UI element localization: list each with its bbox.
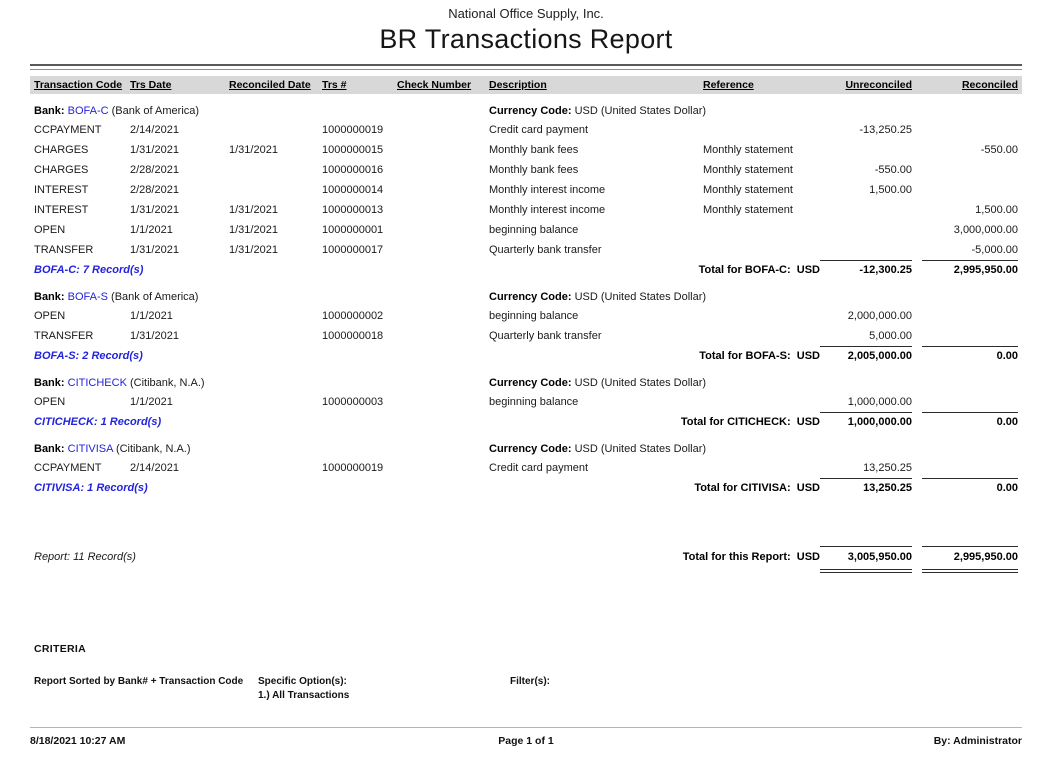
bank-name: (Bank of America) — [111, 105, 200, 117]
cell-transaction-code: CHARGES — [34, 164, 89, 176]
cell-transaction-code: INTEREST — [34, 184, 89, 196]
cell-transaction-code: OPEN — [34, 396, 66, 408]
bank-code-link[interactable]: CITIVISA — [67, 443, 113, 455]
cell-description: Monthly bank fees — [489, 164, 579, 176]
cell-description: beginning balance — [489, 396, 579, 408]
group-total-label: Total for BOFA-S: USD — [699, 350, 820, 362]
group-total-reconciled: 0.00 — [922, 412, 1018, 430]
cell-unreconciled: 5,000.00 — [869, 330, 912, 342]
cell-transaction-code: CCPAYMENT — [34, 124, 102, 136]
cell-trs-date: 1/1/2021 — [130, 396, 173, 408]
cell-trs-no: 1000000015 — [322, 144, 384, 156]
cell-description: beginning balance — [489, 224, 579, 236]
table-row — [30, 326, 1022, 346]
bank-name: (Bank of America) — [111, 291, 199, 303]
bank-group-header — [30, 440, 1022, 458]
cell-unreconciled: 1,500.00 — [869, 184, 912, 196]
cell-unreconciled: 13,250.25 — [863, 462, 912, 474]
currency-label: Currency Code: — [489, 377, 572, 389]
currency-value: USD (United States Dollar) — [574, 291, 707, 303]
bank-heading — [34, 440, 489, 458]
table-row — [30, 220, 1022, 240]
cell-trs-no: 1000000001 — [322, 224, 384, 236]
cell-transaction-code: CHARGES — [34, 144, 89, 156]
cell-description: Credit card payment — [489, 462, 589, 474]
bank-group-header — [30, 288, 1022, 306]
column-header-reconciled: Reconciled — [961, 79, 1018, 91]
bank-name: (Citibank, N.A.) — [129, 377, 205, 389]
table-row — [30, 392, 1022, 412]
group-total-row — [30, 478, 1022, 498]
cell-transaction-code: INTEREST — [34, 204, 89, 216]
column-header-check-number: Check Number — [397, 79, 472, 91]
group-total-label: Total for BOFA-C: USD — [698, 264, 820, 276]
currency-label: Currency Code: — [489, 105, 572, 117]
group-record-count: BOFA-C: 7 Record(s) — [34, 264, 144, 276]
group-total-label: Total for CITIVISA: USD — [694, 482, 820, 494]
footer-user: By: Administrator — [933, 735, 1023, 747]
cell-trs-date: 1/31/2021 — [130, 330, 179, 342]
cell-trs-no: 1000000019 — [322, 462, 384, 474]
bank-name: (Citibank, N.A.) — [115, 443, 191, 455]
cell-trs-no: 1000000018 — [322, 330, 384, 342]
footer-page-number: Page 1 of 1 — [498, 735, 554, 747]
cell-reference: Monthly statement — [703, 144, 793, 156]
column-header-reconciled-date: Reconciled Date — [229, 79, 311, 91]
report-title: BR Transactions Report — [379, 24, 673, 54]
criteria-section — [30, 675, 1022, 703]
cell-reconciled-date: 1/31/2021 — [229, 144, 278, 156]
cell-unreconciled: 2,000,000.00 — [847, 310, 912, 322]
cell-unreconciled: -13,250.25 — [859, 124, 912, 136]
group-total-reconciled: 0.00 — [922, 478, 1018, 496]
group-total-unreconciled: 1,000,000.00 — [820, 412, 912, 430]
currency-label: Currency Code: — [489, 291, 572, 303]
table-row — [30, 458, 1022, 478]
cell-trs-no: 1000000019 — [322, 124, 384, 136]
company-name: National Office Supply, Inc. — [448, 6, 604, 21]
criteria-specific-options-label: Specific Option(s): — [258, 676, 347, 687]
report-footer — [30, 727, 1022, 747]
table-row — [30, 306, 1022, 326]
cell-description: Monthly interest income — [489, 204, 606, 216]
cell-transaction-code: OPEN — [34, 224, 66, 236]
cell-reconciled: 1,500.00 — [975, 204, 1018, 216]
cell-transaction-code: TRANSFER — [34, 244, 94, 256]
cell-trs-date: 2/14/2021 — [130, 124, 179, 136]
cell-trs-date: 1/31/2021 — [130, 144, 179, 156]
currency-heading — [489, 440, 1018, 458]
table-row — [30, 160, 1022, 180]
bank-label: Bank: — [34, 291, 65, 303]
cell-reconciled-date: 1/31/2021 — [229, 244, 278, 256]
table-header-row — [30, 76, 1022, 94]
currency-heading — [489, 374, 1018, 392]
report-total-label: Total for this Report: USD — [682, 551, 820, 563]
cell-trs-date: 1/31/2021 — [130, 244, 179, 256]
group-record-count: CITICHECK: 1 Record(s) — [34, 416, 162, 428]
footer-datetime: 8/18/2021 10:27 AM — [30, 735, 126, 747]
group-total-unreconciled: 2,005,000.00 — [820, 346, 912, 364]
cell-trs-date: 1/1/2021 — [130, 224, 173, 236]
currency-value: USD (United States Dollar) — [574, 377, 707, 389]
report-total-reconciled: 2,995,950.00 — [922, 546, 1018, 573]
group-total-row — [30, 260, 1022, 280]
criteria-sorted-by: Report Sorted by Bank# + Transaction Code — [34, 676, 244, 687]
column-header-reference: Reference — [703, 79, 754, 91]
group-total-label: Total for CITICHECK: USD — [680, 416, 820, 428]
cell-description: Quarterly bank transfer — [489, 244, 602, 256]
cell-description: beginning balance — [489, 310, 579, 322]
cell-reference: Monthly statement — [703, 204, 793, 216]
currency-value: USD (United States Dollar) — [574, 105, 707, 117]
currency-heading — [489, 102, 1018, 120]
cell-trs-no: 1000000016 — [322, 164, 384, 176]
group-total-row — [30, 346, 1022, 366]
cell-reconciled-date: 1/31/2021 — [229, 204, 278, 216]
report-total-unreconciled: 3,005,950.00 — [820, 546, 912, 573]
currency-value: USD (United States Dollar) — [574, 443, 707, 455]
cell-reconciled-date: 1/31/2021 — [229, 224, 278, 236]
currency-label: Currency Code: — [489, 443, 572, 455]
bank-code-link[interactable]: BOFA-S — [67, 291, 108, 303]
column-header-unreconciled: Unreconciled — [845, 79, 912, 91]
currency-heading — [489, 288, 1018, 306]
criteria-specific-options-value: 1.) All Transactions — [258, 690, 350, 701]
cell-trs-date: 2/28/2021 — [130, 184, 179, 196]
bank-code-link[interactable]: BOFA-C — [67, 105, 109, 117]
cell-trs-no: 1000000017 — [322, 244, 384, 256]
cell-reconciled: 3,000,000.00 — [953, 224, 1018, 236]
cell-reconciled: -5,000.00 — [971, 244, 1018, 256]
cell-transaction-code: CCPAYMENT — [34, 462, 102, 474]
cell-unreconciled: -550.00 — [874, 164, 912, 176]
bank-heading — [34, 102, 489, 120]
cell-trs-no: 1000000002 — [322, 310, 384, 322]
bank-label: Bank: — [34, 377, 65, 389]
criteria-filters-label: Filter(s): — [510, 676, 550, 687]
cell-unreconciled: 1,000,000.00 — [847, 396, 912, 408]
cell-trs-no: 1000000014 — [322, 184, 384, 196]
header-divider — [30, 64, 1022, 70]
bank-heading — [34, 374, 489, 392]
cell-description: Quarterly bank transfer — [489, 330, 602, 342]
cell-description: Credit card payment — [489, 124, 589, 136]
cell-trs-date: 2/28/2021 — [130, 164, 179, 176]
group-total-row — [30, 412, 1022, 432]
cell-trs-no: 1000000003 — [322, 396, 384, 408]
column-header-trs-no: Trs # — [322, 79, 347, 91]
cell-trs-date: 1/1/2021 — [130, 310, 173, 322]
cell-reconciled: -550.00 — [980, 144, 1018, 156]
criteria-heading: CRITERIA — [34, 643, 86, 655]
cell-transaction-code: TRANSFER — [34, 330, 94, 342]
bank-group-header — [30, 102, 1022, 120]
table-row — [30, 240, 1022, 260]
table-row — [30, 200, 1022, 220]
cell-reference: Monthly statement — [703, 184, 793, 196]
table-row — [30, 120, 1022, 140]
column-header-trs-date: Trs Date — [130, 79, 172, 91]
report-total-row — [30, 546, 1022, 573]
cell-trs-date: 2/14/2021 — [130, 462, 179, 474]
group-total-reconciled: 2,995,950.00 — [922, 260, 1018, 278]
group-total-reconciled: 0.00 — [922, 346, 1018, 364]
bank-heading — [34, 288, 489, 306]
bank-code-link[interactable]: CITICHECK — [67, 377, 127, 389]
cell-description: Monthly bank fees — [489, 144, 579, 156]
table-row — [30, 180, 1022, 200]
bank-group-header — [30, 374, 1022, 392]
column-header-description: Description — [489, 79, 547, 91]
group-total-unreconciled: 13,250.25 — [820, 478, 912, 496]
cell-trs-date: 1/31/2021 — [130, 204, 179, 216]
group-record-count: BOFA-S: 2 Record(s) — [34, 350, 143, 362]
cell-transaction-code: OPEN — [34, 310, 66, 322]
report-record-count: Report: 11 Record(s) — [34, 551, 136, 563]
bank-label: Bank: — [34, 105, 65, 117]
criteria-specific-options — [258, 675, 510, 703]
column-header-transaction-code: Transaction Code — [34, 79, 123, 91]
cell-reference: Monthly statement — [703, 164, 793, 176]
group-total-unreconciled: -12,300.25 — [820, 260, 912, 278]
bank-label: Bank: — [34, 443, 65, 455]
cell-description: Monthly interest income — [489, 184, 606, 196]
cell-trs-no: 1000000013 — [322, 204, 384, 216]
group-record-count: CITIVISA: 1 Record(s) — [34, 482, 148, 494]
table-row — [30, 140, 1022, 160]
